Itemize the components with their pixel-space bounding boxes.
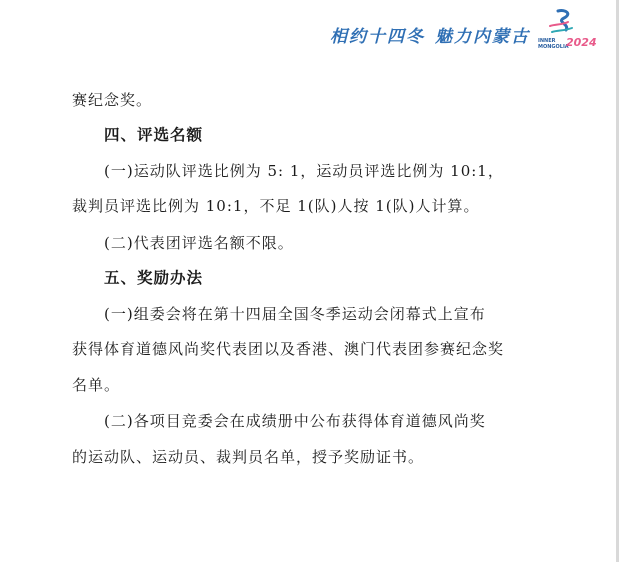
text-line: 的运动队、运动员、裁判员名单，授予奖励证书。 [72, 448, 425, 466]
text-line: 名单。 [72, 376, 121, 394]
text-line: (一)组委会将在第十四届全国冬季运动会闭幕式上宣布 [104, 305, 486, 323]
logo-year: 2024 [566, 36, 597, 49]
games-emblem-icon [544, 8, 580, 38]
logo-line-2: MONGOLIA [538, 44, 569, 50]
logo-caption [538, 38, 569, 50]
text-line: (二)各项目竞委会在成绩册中公布获得体育道德风尚奖 [104, 412, 486, 430]
slogan [330, 22, 540, 47]
text-line: 裁判员评选比例为 10:1，不足 1(队)人按 1(队)人计算。 [72, 197, 480, 215]
text-line: (二)代表团评选名额不限。 [104, 234, 294, 252]
page-header [330, 8, 600, 60]
section-heading-5: 五、奖励办法 [104, 269, 204, 287]
text-line: (一)运动队评选比例为 5: 1，运动员评选比例为 10:1， [104, 162, 504, 180]
slogan-part-1: 相约十四冬 [330, 27, 425, 47]
slogan-part-2: 魅力内蒙古 [435, 27, 530, 47]
text-line: 赛纪念奖。 [72, 91, 153, 109]
text-line: 获得体育道德风尚奖代表团以及香港、澳门代表团参赛纪念奖 [72, 340, 505, 358]
section-heading-4: 四、评选名额 [104, 126, 204, 144]
games-logo [538, 8, 598, 60]
logo-line-1: INNER [538, 38, 556, 44]
